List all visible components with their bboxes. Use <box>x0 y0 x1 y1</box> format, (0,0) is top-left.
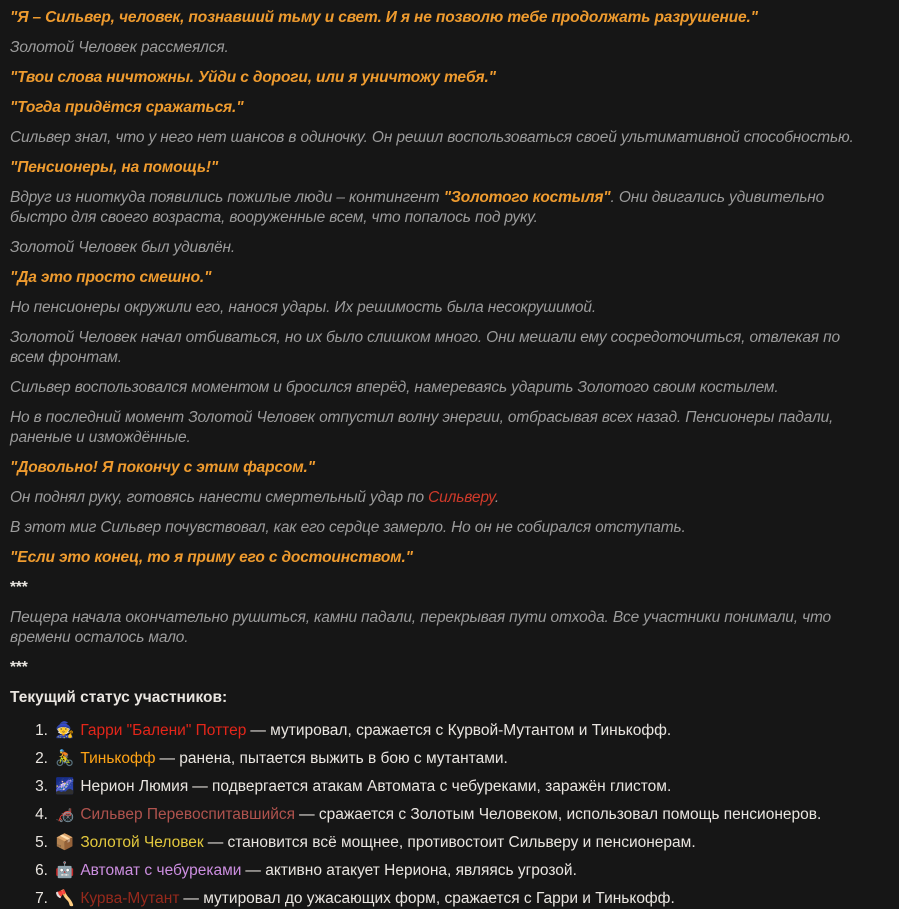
narrative-paragraph: Золотой Человек рассмеялся. <box>10 39 229 56</box>
narrative-paragraph: Сильвер воспользовался моментом и бросился вперёд, намереваясь ударить Золотого своим костылем. <box>10 379 779 396</box>
narrative-paragraph <box>10 188 861 228</box>
robot-icon: 🤖 <box>55 862 75 879</box>
narrative-text: . Они двигались удивительно быстро для своего возраста, вооруженные всем, что попалось под руку. <box>10 189 825 226</box>
narrative-paragraph: Сильвер знал, что у него нет шансов в одиночку. Он решил воспользоваться своей ультимативной способностью. <box>10 129 854 146</box>
axe-icon: 🪓 <box>55 890 75 907</box>
status-item <box>10 833 861 853</box>
narrative-text: Он поднял руку, готовясь нанести смертельный удар по <box>10 489 429 506</box>
dialogue-quote: "Твои слова ничтожны. Уйди с дороги, или я уничтожу тебя." <box>10 69 496 86</box>
narrative-paragraph: Но в последний момент Золотой Человек отпустил волну энергии, отбрасывая всех назад. Пенсионеры падали, раненые и измождённые. <box>10 409 834 446</box>
dialogue-quote: "Я – Сильвер, человек, познавший тьму и свет. И я не позволю тебе продолжать разрушение." <box>10 9 758 26</box>
character-name: Курва-Мутант <box>80 890 180 907</box>
galaxy-icon: 🌌 <box>55 778 75 795</box>
item-number: 5. <box>35 834 48 851</box>
item-description: — подвергается атакам Автомата с чебуреками, заражён глистом. <box>192 778 672 795</box>
highlighted-term: "Золотого костыля" <box>443 189 611 206</box>
character-name: Нерион Люмия <box>80 778 189 795</box>
scene-separator: *** <box>10 579 28 596</box>
narrative-paragraph: Золотой Человек начал отбиваться, но их было слишком много. Они мешали ему сосредоточиться, отвлекая по всем фронтам. <box>10 329 840 366</box>
status-item <box>10 861 861 881</box>
dialogue-quote: "Да это просто смешно." <box>10 269 212 286</box>
cyclist-icon: 🚴 <box>55 750 75 767</box>
dialogue-quote: "Довольно! Я покончу с этим фарсом." <box>10 459 315 476</box>
narrative-paragraph: Золотой Человек был удивлён. <box>10 239 236 256</box>
dialogue-quote: "Тогда придётся сражаться." <box>10 99 244 116</box>
wheelchair-icon: 🦽 <box>55 806 75 823</box>
status-item <box>10 889 861 909</box>
item-description: — ранена, пытается выжить в бою с мутантами. <box>159 750 508 767</box>
status-heading: Текущий статус участников: <box>10 689 228 706</box>
wizard-icon: 🧙 <box>55 722 75 739</box>
package-icon: 📦 <box>55 834 75 851</box>
narrative-text: Вдруг из ниоткуда появились пожилые люди – контингент <box>10 189 444 206</box>
item-description: — активно атакует Нериона, являясь угрозой. <box>245 862 577 879</box>
item-number: 7. <box>35 890 48 907</box>
item-number: 2. <box>35 750 48 767</box>
dialogue-quote: "Пенсионеры, на помощь!" <box>10 159 219 176</box>
item-number: 4. <box>35 806 48 823</box>
character-name: Гарри "Балени" Поттер <box>80 722 247 739</box>
character-name: Сильвер Перевоспитавшийся <box>80 806 296 823</box>
item-description: — становится всё мощнее, противостоит Сильверу и пенсионерам. <box>207 834 696 851</box>
status-item <box>10 805 861 825</box>
item-description: — мутировал, сражается с Курвой-Мутантом и Тинькофф. <box>250 722 672 739</box>
item-number: 1. <box>35 722 48 739</box>
narrative-paragraph: В этот миг Сильвер почувствовал, как его сердце замерло. Но он не собирался отступать. <box>10 519 686 536</box>
highlighted-character-name: Сильверу <box>428 489 495 506</box>
item-description: — сражается с Золотым Человеком, использовал помощь пенсионеров. <box>299 806 822 823</box>
character-name: Автомат с чебуреками <box>80 862 242 879</box>
character-name: Золотой Человек <box>80 834 204 851</box>
narrative-paragraph <box>10 488 861 508</box>
narrative-paragraph: Пещера начала окончательно рушиться, камни падали, перекрывая пути отхода. Все участники понимали, что времени осталось мало. <box>10 609 831 646</box>
narrative-paragraph: Но пенсионеры окружили его, нанося удары. Их решимость была несокрушимой. <box>10 299 596 316</box>
item-number: 6. <box>35 862 48 879</box>
status-item <box>10 749 861 769</box>
scene-separator: *** <box>10 659 28 676</box>
character-name: Тинькофф <box>80 750 156 767</box>
narrative-text: . <box>494 489 500 506</box>
status-item <box>10 721 861 741</box>
dialogue-quote: "Если это конец, то я приму его с достоинством." <box>10 549 413 566</box>
item-number: 3. <box>35 778 48 795</box>
status-list <box>10 721 861 909</box>
status-item <box>10 777 861 797</box>
item-description: — мутировал до ужасающих форм, сражается с Гарри и Тинькофф. <box>183 890 675 907</box>
